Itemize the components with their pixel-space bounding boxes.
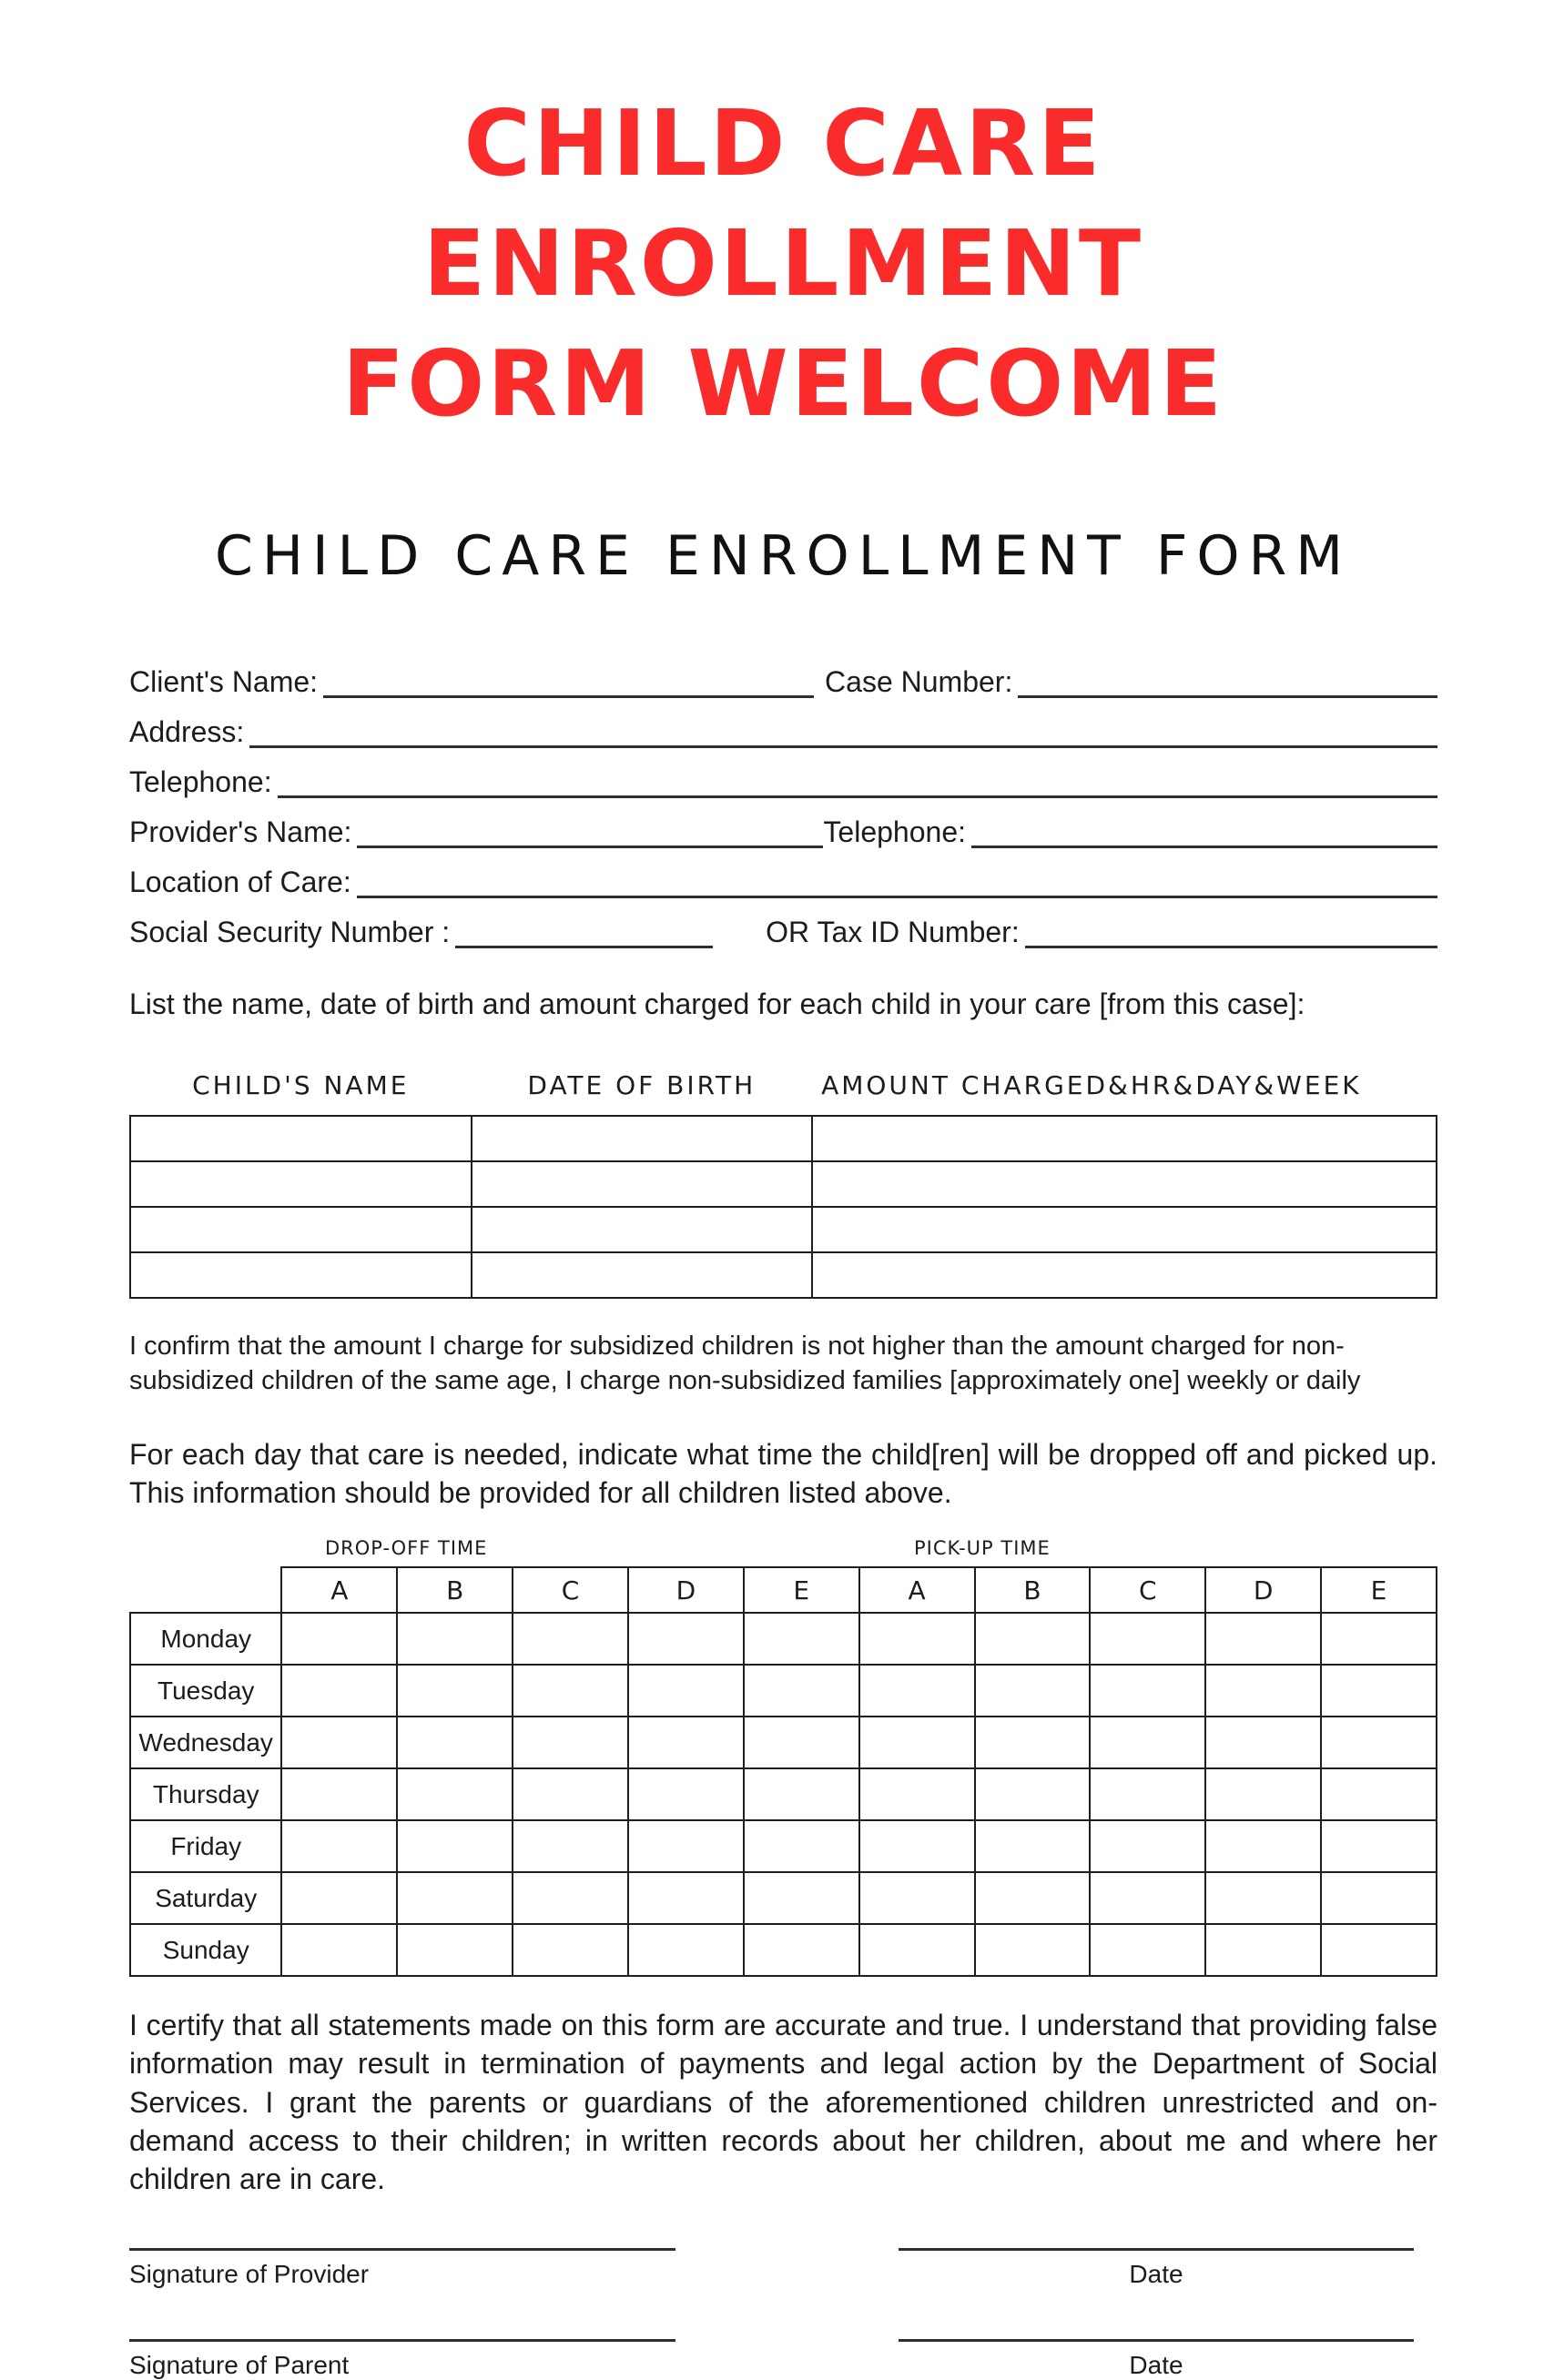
form-title: CHILD CARE ENROLLMENT FORM — [214, 524, 1353, 588]
schedule-time-cell — [281, 1717, 397, 1768]
schedule-column-header: D — [1205, 1567, 1321, 1613]
children-table-cell — [130, 1161, 472, 1207]
children-table-cell — [472, 1207, 813, 1252]
schedule-time-cell — [513, 1924, 628, 1976]
children-table-cell — [812, 1116, 1437, 1161]
case-number-label: Case Number: — [825, 664, 1013, 698]
children-table-cell — [812, 1207, 1437, 1252]
address-label: Address: — [129, 714, 245, 748]
children-table — [129, 1070, 1437, 1299]
banner-title-line1: CHILD CARE ENROLLMENT — [422, 90, 1144, 317]
schedule-time-cell — [1090, 1768, 1205, 1820]
schedule-header-row — [130, 1567, 1437, 1613]
children-table-row — [130, 1116, 1437, 1161]
parent-date-label: Date — [1129, 2351, 1183, 2380]
banner-title-line2: FORM WELCOME — [341, 330, 1225, 437]
client-name-blank — [323, 667, 814, 698]
schedule-time-cell — [1205, 1820, 1321, 1872]
field-row-telephone — [129, 748, 1437, 798]
parent-date-group — [899, 2316, 1414, 2380]
schedule-column-header: C — [513, 1567, 628, 1613]
schedule-time-cell — [1205, 1665, 1321, 1717]
schedule-time-cell — [281, 1872, 397, 1924]
schedule-time-cell — [513, 1820, 628, 1872]
schedule-time-cell — [859, 1924, 975, 1976]
children-table-cell — [472, 1116, 813, 1161]
children-table-body — [130, 1116, 1437, 1298]
schedule-time-cell — [281, 1768, 397, 1820]
schedule-column-header: C — [1090, 1567, 1205, 1613]
schedule-time-cell — [975, 1717, 1091, 1768]
parent-date-line — [899, 2316, 1414, 2342]
banner — [129, 0, 1437, 444]
schedule-time-cell — [397, 1665, 513, 1717]
schedule-day-label: Thursday — [130, 1768, 281, 1820]
location-of-care-blank — [357, 867, 1437, 898]
schedule-column-header: B — [397, 1567, 513, 1613]
dropoff-time-label: DROP-OFF TIME — [325, 1537, 488, 1560]
parent-signature-line — [129, 2316, 675, 2342]
schedule-row — [130, 1717, 1437, 1768]
provider-date-label: Date — [1129, 2260, 1183, 2289]
schedule-table-body — [130, 1613, 1437, 1976]
schedule-day-label: Tuesday — [130, 1665, 281, 1717]
signature-section — [129, 2225, 1437, 2380]
tax-id-label: OR Tax ID Number: — [766, 915, 1020, 948]
schedule-time-cell — [628, 1924, 744, 1976]
schedule-time-cell — [975, 1872, 1091, 1924]
schedule-day-label: Monday — [130, 1613, 281, 1665]
tax-id-blank — [1025, 917, 1437, 948]
provider-telephone-label: Telephone: — [823, 815, 966, 848]
schedule-time-cell — [1321, 1924, 1437, 1976]
telephone-blank — [278, 767, 1437, 798]
schedule-time-cell — [1090, 1717, 1205, 1768]
schedule-time-cell — [281, 1924, 397, 1976]
schedule-row — [130, 1613, 1437, 1665]
schedule-time-cell — [744, 1924, 859, 1976]
schedule-time-cell — [1205, 1768, 1321, 1820]
parent-signature-group — [129, 2316, 675, 2380]
provider-signature-line — [129, 2225, 675, 2251]
schedule-row — [130, 1872, 1437, 1924]
schedule-time-cell — [1090, 1820, 1205, 1872]
schedule-time-cell — [1090, 1872, 1205, 1924]
schedule-time-cell — [859, 1872, 975, 1924]
provider-name-blank — [357, 817, 823, 848]
children-table-cell — [130, 1252, 472, 1298]
schedule-time-cell — [975, 1665, 1091, 1717]
client-name-label: Client's Name: — [129, 664, 319, 698]
schedule-row — [130, 1768, 1437, 1820]
schedule-time-cell — [281, 1613, 397, 1665]
schedule-time-cell — [1321, 1872, 1437, 1924]
schedule-time-cell — [513, 1768, 628, 1820]
schedule-time-cell — [744, 1872, 859, 1924]
schedule-time-cell — [628, 1820, 744, 1872]
provider-date-line — [899, 2225, 1414, 2251]
schedule-column-header: A — [281, 1567, 397, 1613]
instruction-schedule: For each day that care is needed, indicate what time the child[ren] will be dropped off and picked up. This information should be provided for all children listed above. — [129, 1437, 1437, 1509]
address-blank — [249, 717, 1437, 748]
schedule-time-cell — [1090, 1613, 1205, 1665]
schedule-time-cell — [397, 1924, 513, 1976]
schedule-day-label: Wednesday — [130, 1717, 281, 1768]
schedule-time-cell — [513, 1717, 628, 1768]
schedule-day-label: Sunday — [130, 1924, 281, 1976]
schedule-time-cell — [975, 1924, 1091, 1976]
schedule-time-cell — [628, 1872, 744, 1924]
schedule-time-cell — [628, 1613, 744, 1665]
schedule-time-cell — [628, 1768, 744, 1820]
schedule-time-cell — [975, 1820, 1091, 1872]
client-info-section — [129, 648, 1437, 948]
schedule-time-cell — [513, 1665, 628, 1717]
schedule-row — [130, 1924, 1437, 1976]
provider-date-group — [899, 2225, 1414, 2289]
schedule-time-cell — [744, 1717, 859, 1768]
schedule-time-cell — [975, 1768, 1091, 1820]
schedule-time-cell — [975, 1613, 1091, 1665]
field-row-ssn-taxid — [129, 898, 1437, 948]
children-table-row — [130, 1207, 1437, 1252]
parent-signature-row — [129, 2316, 1437, 2380]
schedule-time-cell — [397, 1613, 513, 1665]
schedule-corner-cell — [130, 1567, 281, 1613]
provider-signature-label: Signature of Provider — [129, 2260, 370, 2289]
parent-signature-label: Signature of Parent — [129, 2351, 350, 2380]
schedule-time-cell — [1090, 1665, 1205, 1717]
children-table-cell — [130, 1207, 472, 1252]
schedule-time-cell — [1321, 1820, 1437, 1872]
schedule-time-cell — [1205, 1613, 1321, 1665]
children-table-header-row — [130, 1070, 1437, 1116]
schedule-time-cell — [397, 1768, 513, 1820]
children-table-cell — [812, 1252, 1437, 1298]
schedule-time-cell — [1321, 1613, 1437, 1665]
schedule-time-cell — [628, 1717, 744, 1768]
schedule-column-header: A — [859, 1567, 975, 1613]
location-of-care-label: Location of Care: — [129, 865, 351, 898]
schedule-time-labels — [129, 1537, 1437, 1561]
field-row-client-case — [129, 648, 1437, 698]
schedule-time-cell — [859, 1665, 975, 1717]
schedule-row — [130, 1820, 1437, 1872]
schedule-time-cell — [1321, 1768, 1437, 1820]
children-header-name: CHILD'S NAME — [192, 1070, 410, 1101]
schedule-day-label: Friday — [130, 1820, 281, 1872]
schedule-time-cell — [1205, 1717, 1321, 1768]
certification-statement: I certify that all statements made on this form are accurate and true. I understand that providing false information may result in termination of payments and legal action by the Department of Social Services. I grant the parents or guardians of the aforementioned children unrestricted and on-demand access to their children; in written records about her children, about me and where her children are in care. — [129, 2009, 1437, 2196]
schedule-time-cell — [1321, 1717, 1437, 1768]
case-number-blank — [1018, 667, 1437, 698]
schedule-time-cell — [397, 1820, 513, 1872]
schedule-table — [129, 1566, 1437, 1977]
schedule-time-cell — [281, 1820, 397, 1872]
schedule-column-header: B — [975, 1567, 1091, 1613]
schedule-time-cell — [859, 1768, 975, 1820]
provider-telephone-blank — [971, 817, 1437, 848]
schedule-time-cell — [1090, 1924, 1205, 1976]
schedule-time-cell — [744, 1820, 859, 1872]
children-table-row — [130, 1161, 1437, 1207]
schedule-time-cell — [744, 1665, 859, 1717]
field-row-address — [129, 698, 1437, 748]
children-header-amount: AMOUNT CHARGED&HR&DAY&WEEK — [821, 1070, 1362, 1101]
children-table-row — [130, 1252, 1437, 1298]
provider-name-label: Provider's Name: — [129, 815, 352, 848]
children-table-cell — [472, 1252, 813, 1298]
schedule-time-cell — [1321, 1665, 1437, 1717]
schedule-time-cell — [744, 1768, 859, 1820]
schedule-time-cell — [1205, 1872, 1321, 1924]
telephone-label: Telephone: — [129, 765, 272, 798]
children-table-cell — [812, 1161, 1437, 1207]
children-header-dob: DATE OF BIRTH — [527, 1070, 757, 1101]
schedule-time-cell — [859, 1717, 975, 1768]
schedule-column-header: D — [628, 1567, 744, 1613]
schedule-time-cell — [859, 1820, 975, 1872]
children-table-cell — [472, 1161, 813, 1207]
field-row-location — [129, 848, 1437, 898]
children-table-cell — [130, 1116, 472, 1161]
schedule-time-cell — [744, 1613, 859, 1665]
schedule-time-cell — [281, 1665, 397, 1717]
schedule-time-cell — [1205, 1924, 1321, 1976]
schedule-column-header: E — [744, 1567, 859, 1613]
schedule-time-cell — [513, 1613, 628, 1665]
ssn-blank — [455, 917, 713, 948]
provider-signature-row — [129, 2225, 1437, 2289]
pickup-time-label: PICK-UP TIME — [914, 1537, 1051, 1560]
field-row-provider — [129, 798, 1437, 848]
schedule-time-cell — [513, 1872, 628, 1924]
schedule-day-label: Saturday — [130, 1872, 281, 1924]
schedule-time-cell — [397, 1717, 513, 1768]
schedule-time-cell — [628, 1665, 744, 1717]
schedule-time-cell — [859, 1613, 975, 1665]
provider-signature-group — [129, 2225, 675, 2289]
confirmation-note: I confirm that the amount I charge for subsidized children is not higher than the amount charged for non-subsidized children of the same age, I charge non-subsidized families [approximately one] weekly or daily — [129, 1332, 1361, 1395]
instruction-list-children: List the name, date of birth and amount charged for each child in your care [from this case]: — [129, 987, 1305, 1020]
schedule-row — [130, 1665, 1437, 1717]
schedule-column-header: E — [1321, 1567, 1437, 1613]
ssn-label: Social Security Number : — [129, 915, 451, 948]
schedule-time-cell — [397, 1872, 513, 1924]
